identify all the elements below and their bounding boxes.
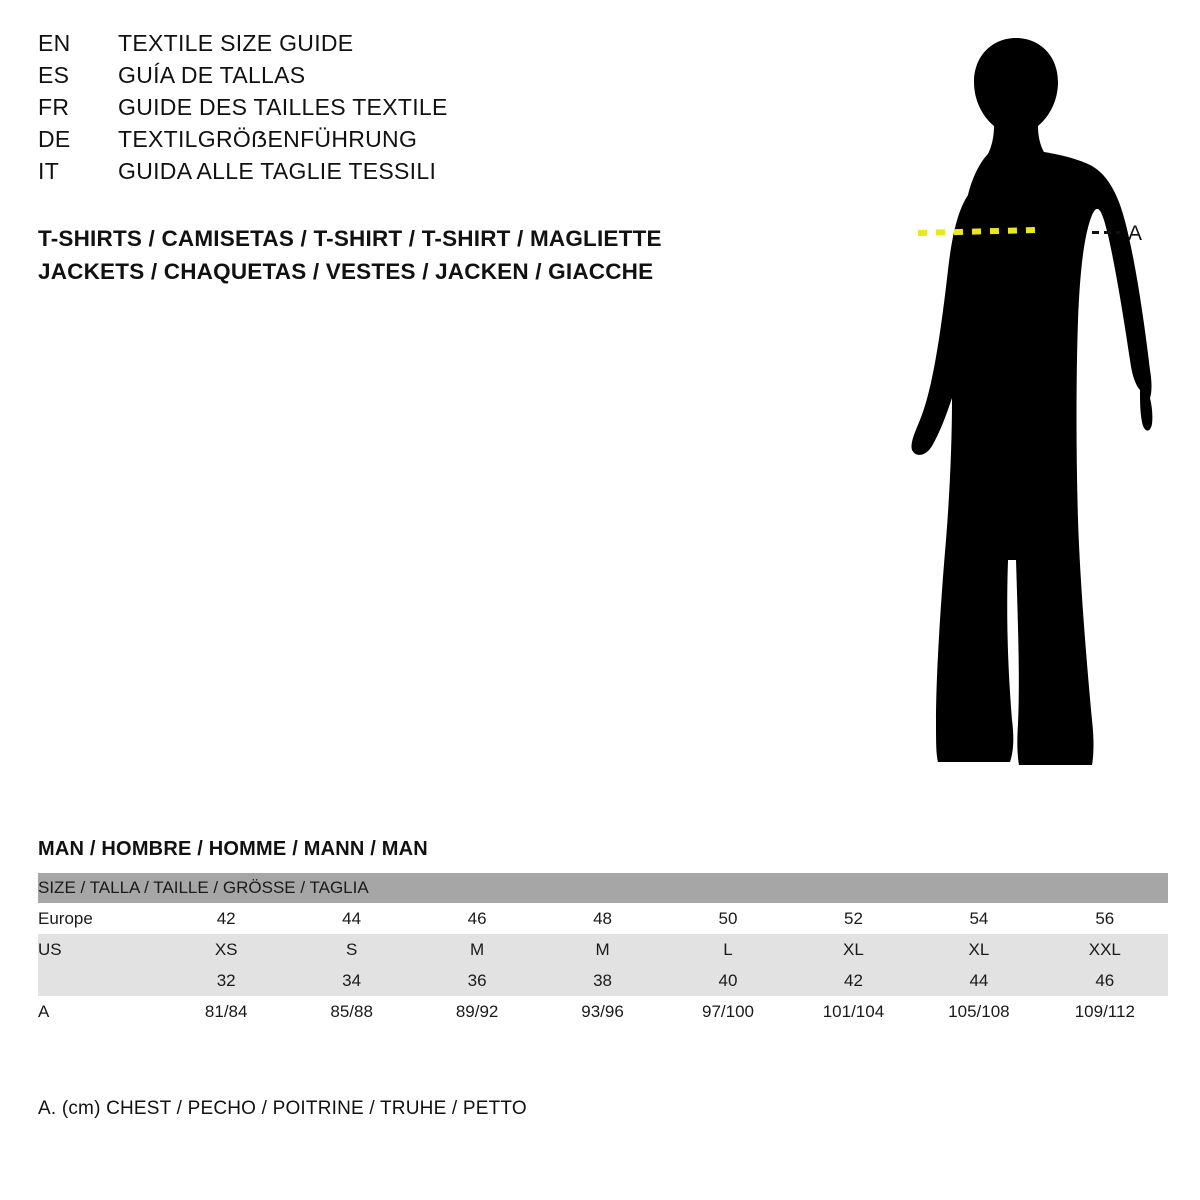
language-row [38,94,738,126]
cell-value: 42 [791,965,916,996]
cell-value: 40 [665,965,790,996]
cell-value: 56 [1042,903,1168,934]
cell-value: XS [163,934,288,965]
footnote-chest-measurement: A. (cm) CHEST / PECHO / POITRINE / TRUHE / PETTO [38,1098,527,1119]
row-label [38,965,163,996]
cell-value: S [289,934,414,965]
cell-value: 52 [791,903,916,934]
language-text: GUIDE DES TAILLES TEXTILE [118,94,448,120]
table-row [38,965,1168,996]
cell-value: 85/88 [289,996,414,1027]
table-row [38,934,1168,965]
cell-value: 44 [916,965,1041,996]
table-group-title: MAN / HOMBRE / HOMME / MANN / MAN [38,838,428,860]
chest-measure-label: A [1128,222,1143,245]
body-silhouette-figure [840,20,1180,790]
cell-value: XL [791,934,916,965]
size-table [38,873,1168,1027]
cell-value: 81/84 [163,996,288,1027]
cell-value: 101/104 [791,996,916,1027]
table-header-label: SIZE / TALLA / TAILLE / GRÖSSE / TAGLIA [38,873,1168,903]
cell-value: M [540,934,665,965]
chest-measure-line [840,20,1180,790]
language-header-block [38,30,738,190]
row-label: A [38,996,163,1027]
cell-value: 46 [1042,965,1168,996]
cell-value: 36 [414,965,539,996]
cell-value: L [665,934,790,965]
language-row [38,158,738,190]
cell-value: 89/92 [414,996,539,1027]
cell-value: 97/100 [665,996,790,1027]
category-block [38,222,798,288]
cell-value: 42 [163,903,288,934]
language-text: TEXTILGRÖẞENFÜHRUNG [118,126,418,152]
chest-label-leader-dashes [1092,231,1120,234]
cell-value: 93/96 [540,996,665,1027]
language-row [38,30,738,62]
language-text: TEXTILE SIZE GUIDE [118,30,354,56]
cell-value: 46 [414,903,539,934]
language-text: GUIDA ALLE TAGLIE TESSILI [118,158,437,184]
row-label: US [38,934,163,965]
language-text: GUÍA DE TALLAS [118,62,306,88]
category-line-tshirts: T-SHIRTS / CAMISETAS / T-SHIRT / T-SHIRT / MAGLIETTE [38,226,662,251]
table-row [38,903,1168,934]
language-code: FR [38,94,70,120]
row-label: Europe [38,903,163,934]
language-code: DE [38,126,71,152]
cell-value: 38 [540,965,665,996]
cell-value: 54 [916,903,1041,934]
cell-value: 44 [289,903,414,934]
cell-value: 48 [540,903,665,934]
cell-value: 105/108 [916,996,1041,1027]
category-line-jackets: JACKETS / CHAQUETAS / VESTES / JACKEN / GIACCHE [38,259,654,284]
cell-value: M [414,934,539,965]
table-header-row [38,873,1168,903]
language-code: IT [38,158,60,184]
language-row [38,126,738,158]
cell-value: 34 [289,965,414,996]
language-code: EN [38,30,71,56]
language-row [38,62,738,94]
cell-value: 109/112 [1042,996,1168,1027]
language-code: ES [38,62,70,88]
table-row [38,996,1168,1027]
cell-value: XXL [1042,934,1168,965]
cell-value: 50 [665,903,790,934]
cell-value: XL [916,934,1041,965]
cell-value: 32 [163,965,288,996]
size-table-section [38,838,1168,1027]
